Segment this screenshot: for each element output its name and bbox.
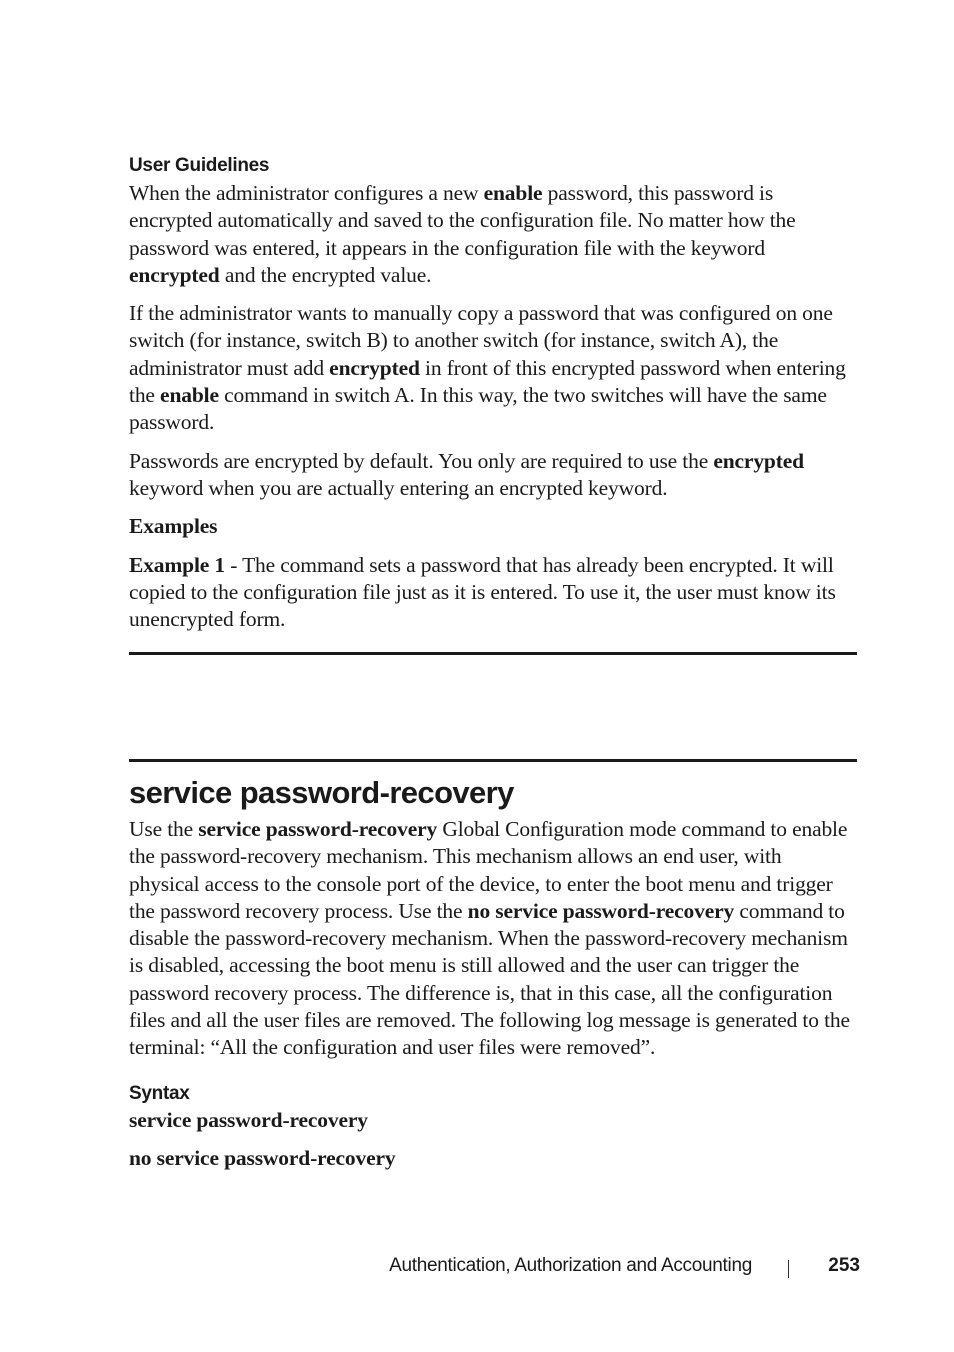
bold-term: service password-recovery (198, 817, 438, 841)
paragraph-default-encrypted: Passwords are encrypted by default. You only are required to use the encrypted keyword when you are actually entering an encrypted keyword. (129, 448, 804, 500)
user-guidelines-heading: User Guidelines (129, 155, 270, 176)
paragraph-example-1: Example 1 - The command sets a password that has already been encrypted. It will copied to the configuration file just as it is entered. To use it, the user must know its unencrypted form. (129, 552, 836, 632)
page-footer (0, 1255, 954, 1281)
paragraph-enable-encrypted: When the administrator configures a new enable password, this password is encrypted automatically and saved to the configuration file. No matter how the password was entered, it appears in the configuration file with the keyword encrypted and the encrypted value. (129, 181, 796, 287)
section-intro: Use the service password-recovery Global Configuration mode command to enable the password-recovery mechanism. This mechanism allows an end user, with physical access to the console port of the device, to enter the boot menu and trigger the password recovery process. Use the no service password-recovery command to disable the password-recovery mechanism. When the password-recovery mechanism is disabled, accessing the boot menu is still allowed and the user can trigger the password recovery process. The difference is, that in this case, all the configuration files and all the user files are removed. The following log message is generated to the terminal: “All the configuration and user files were removed”. (129, 817, 850, 1060)
bold-term: encrypted (713, 448, 804, 473)
footer-separator (788, 1260, 789, 1278)
syntax-line-1: service password-recovery (129, 1107, 368, 1132)
syntax-heading: Syntax (129, 1082, 190, 1104)
section-rule (129, 759, 857, 762)
syntax-line-2: no service password-recovery (129, 1145, 396, 1170)
end-rule (129, 652, 857, 655)
bold-term: encrypted (329, 355, 420, 380)
paragraph-copy-password: If the administrator wants to manually copy a password that was configured on one switch (for instance, switch B) to another switch (for instance, switch A), the administrator must add encrypted in front of this encrypted password when entering the enable command in switch A. In this way, the two switches will have the same password. (129, 301, 846, 435)
bold-term: no service password-recovery (467, 898, 735, 923)
footer-chapter: Authentication, Authorization and Accounting (389, 1255, 752, 1276)
page-title: service password-recovery (129, 775, 514, 810)
user-guidelines-section (129, 154, 857, 633)
service-password-recovery-section (129, 774, 857, 1172)
page-number: 253 (828, 1255, 860, 1276)
bold-term: Example 1 (129, 552, 225, 577)
examples-label: Examples (129, 514, 218, 539)
bold-term: encrypted (129, 262, 220, 287)
bold-term: enable (483, 181, 543, 205)
bold-term: enable (160, 383, 219, 408)
